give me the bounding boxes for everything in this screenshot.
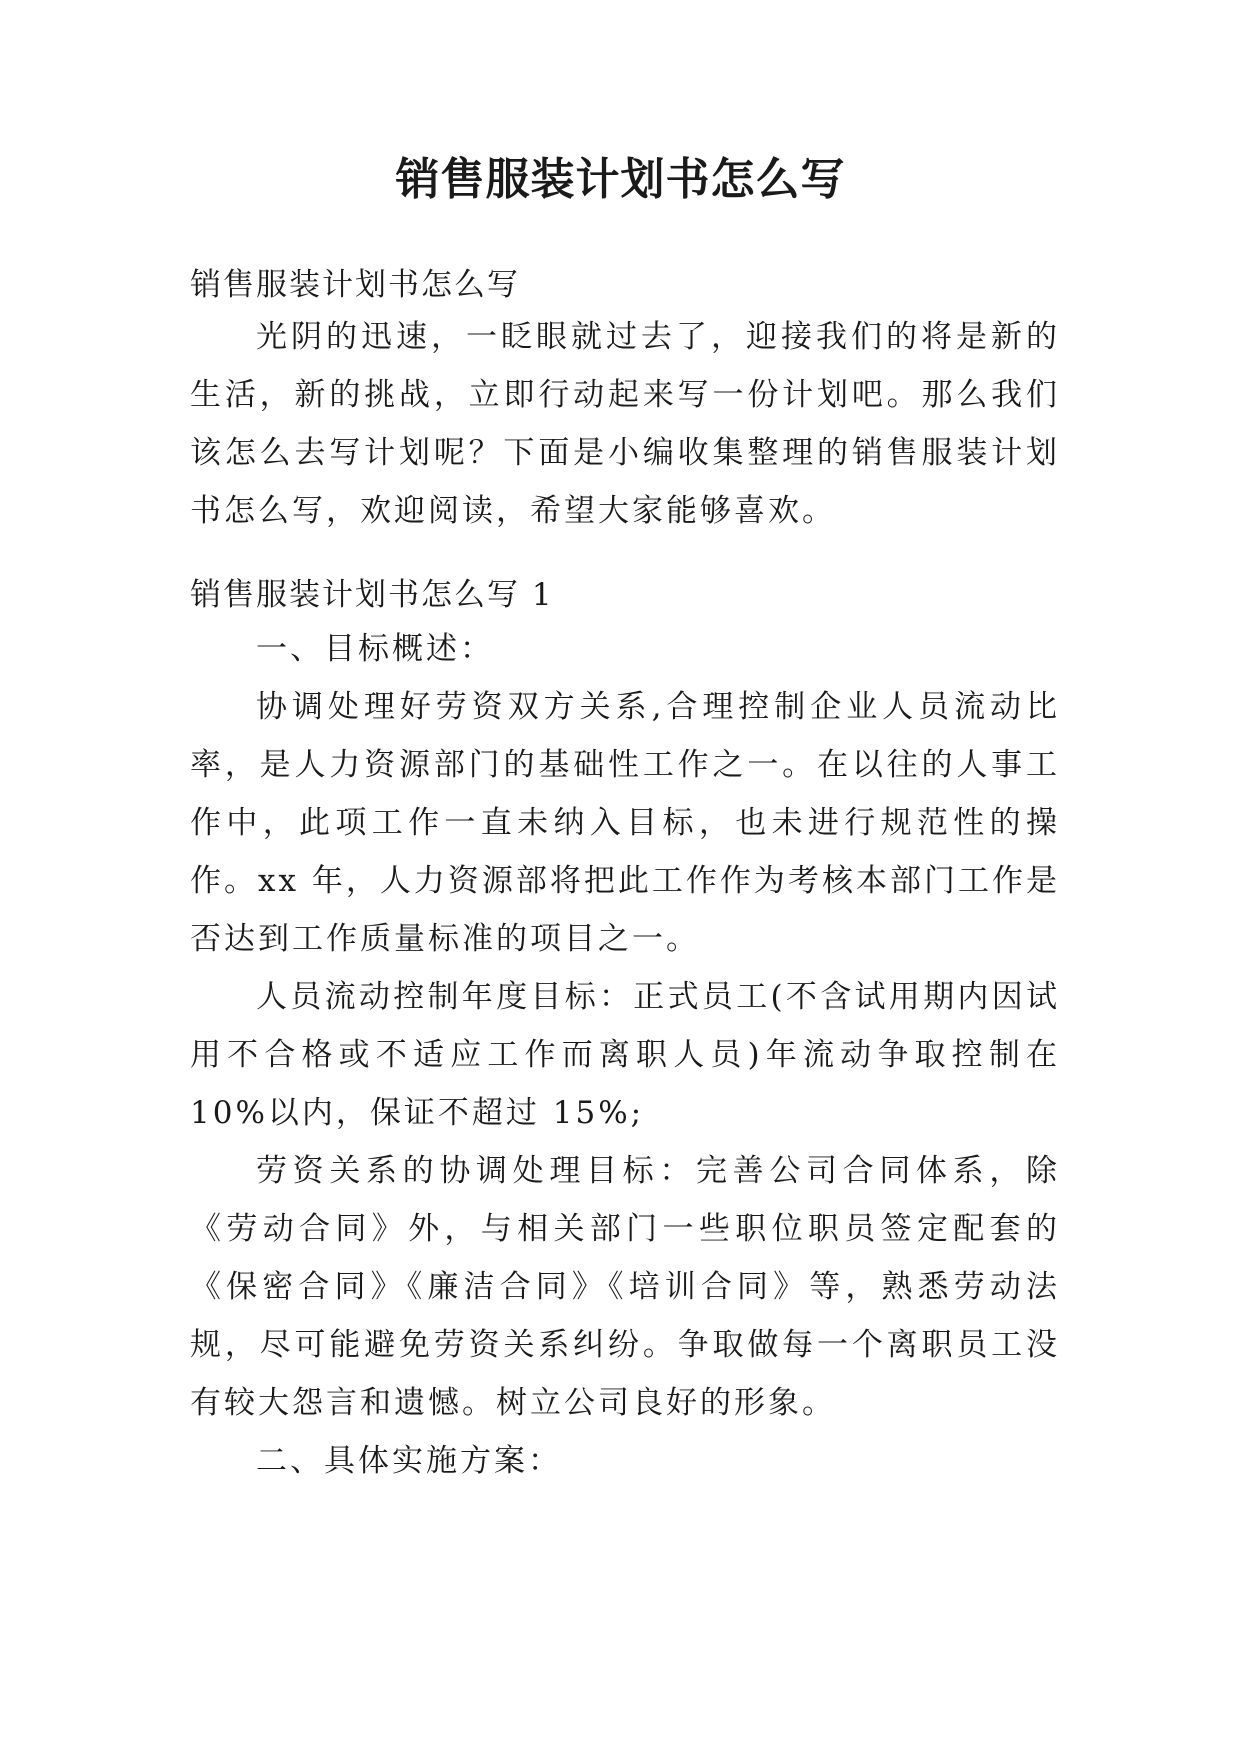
part1-heading: 一、目标概述：: [256, 631, 494, 667]
section1-paragraph-3: 劳资关系的协调处理目标：完善公司合同体系，除《劳动合同》外，与相关部门一些职位职员签定配套的《保密合同》《廉洁合同》《培训合同》等，熟悉劳动法规，尽可能避免劳资关系纠纷。争取做每一个离职员工没有较大怨言和遗憾。树立公司良好的形象。: [190, 1153, 1060, 1421]
section1-body: [190, 620, 1060, 1490]
intro-heading: 销售服装计划书怎么写: [190, 267, 520, 303]
intro-paragraph-block: [190, 308, 1060, 540]
document-title: 销售服装计划书怎么写: [395, 154, 846, 205]
section1-heading: 销售服装计划书怎么写 1: [190, 577, 554, 613]
part2-heading: 二、具体实施方案：: [256, 1443, 562, 1479]
section1-paragraph-2: 人员流动控制年度目标：正式员工(不含试用期内因试用不合格或不适应工作而离职人员)年流动争取控制在 10%以内，保证不超过 15%;: [190, 979, 1060, 1131]
intro-paragraph: 光阴的迅速，一眨眼就过去了，迎接我们的将是新的生活，新的挑战，立即行动起来写一份计划吧。那么我们该怎么去写计划呢？下面是小编收集整理的销售服装计划书怎么写，欢迎阅读，希望大家能够喜欢。: [190, 319, 1060, 529]
section1-paragraph-1: 协调处理好劳资双方关系,合理控制企业人员流动比率，是人力资源部门的基础性工作之一。在以往的人事工作中，此项工作一直未纳入目标，也未进行规范性的操作。xx 年，人力资源部将把此工作作为考核本部门工作是否达到工作质量标准的项目之一。: [190, 689, 1060, 957]
